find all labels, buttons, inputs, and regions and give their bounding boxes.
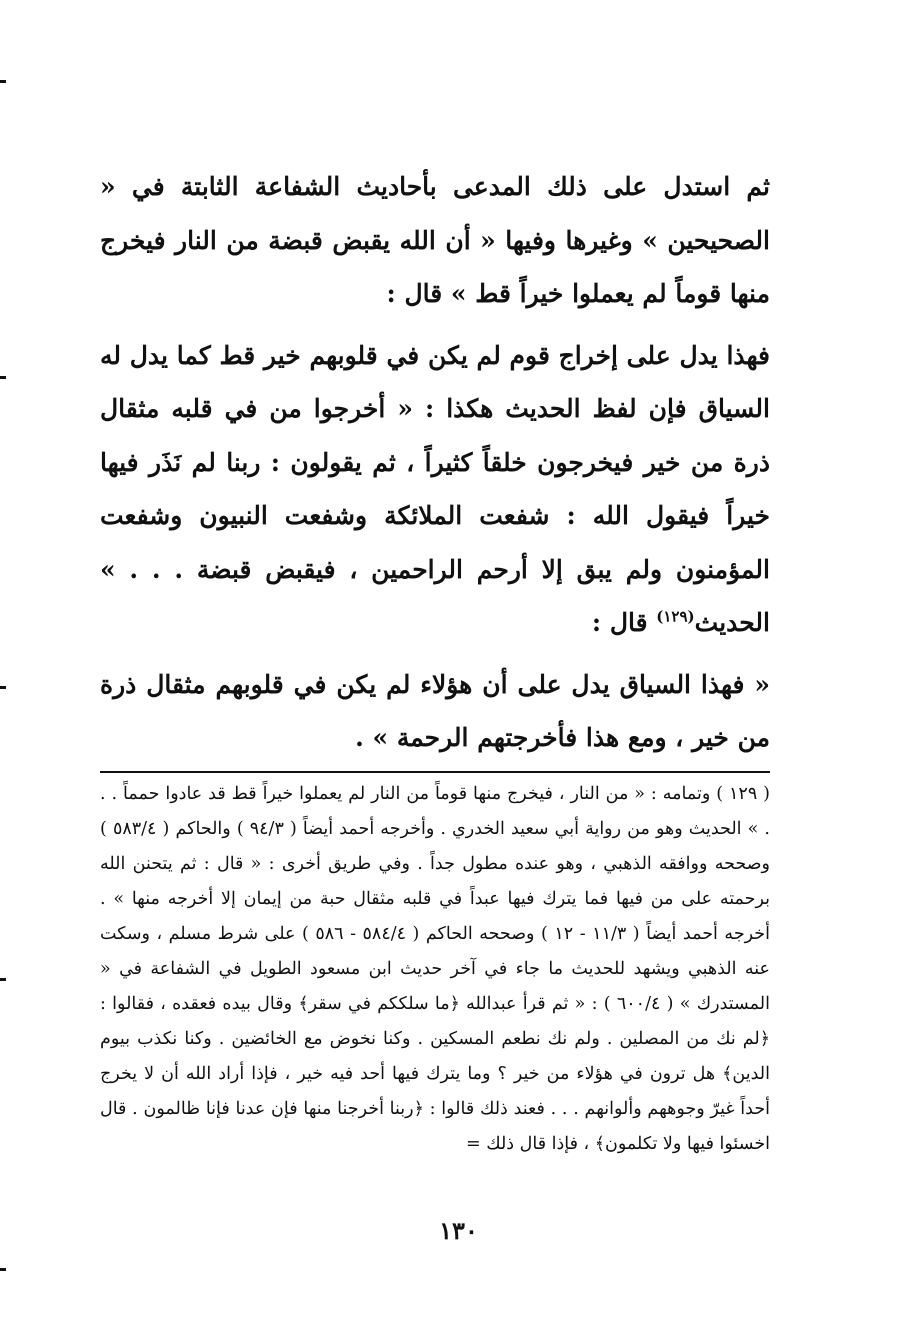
footnote-text: وتمامه : « من النار ، فيخرج منها قوماً من النار لم يعملوا خيراً قط قد عادوا حمماً . . . » الحديث وهو من رواية أبي سعيد الخدري . وأخرجه أحمد أيضاً ( ٩٤/٣ ) والحاكم ( ٥٨٣/٤ ) وصححه ووافقه الذهبي ، وهو عنده مطول جداً . وفي طريق أخرى : « قال : ثم يتحنن الله برحمته على من فيها فما يترك فيها عبداً في قلبه مثقال حبة من إيمان إلا أخرجه منها » . أخرجه أحمد أيضاً ( ١١/٣ - ١٢ ) وصححه الحاكم ( ٥٨٤/٤ - ٥٨٦ ) على شرط مسلم ، وسكت عنه الذهبي ويشهد للحديث ما جاء في آخر حديث ابن مسعود الطويل في الشفاعة في « المستدرك » ( ٦٠٠/٤ ) : « ثم قرأ عبدالله ﴿ما سلككم في سقر﴾ وقال بيده فعقده ، فقالوا : ﴿لم نك من المصلين . ولم نك نطعم المسكين . وكنا نخوض مع الخائضين . وكنا نكذب بيوم الدين﴾ هل ترون في هؤلاء من خير ؟ وما يترك فيها أحد فيه خير ، فإذا أراد الله أن لا يخرج أحداً غيرّ وجوههم وألوانهم . . . فعند ذلك قالوا : ﴿ربنا أخرجنا منها فإن عدنا فإنا ظالمون . قال اخسئوا فيها ولا تكلمون﴾ ، فإذا قال ذلك =: [100, 783, 770, 1154]
paragraph-1: ثم استدل على ذلك المدعى بأحاديث الشفاعة الثابتة في « الصحيحين » وغيرها وفيها « أن الله يقبض قبضة من النار فيخرج منها قوماً لم يعملوا خيراً قط » قال :: [100, 172, 770, 308]
edge-mark: [0, 1268, 6, 1271]
edge-mark: [0, 80, 6, 83]
footnote-number: ( ١٢٩ ): [716, 783, 771, 804]
paragraph-3: « فهذا السياق يدل على أن هؤلاء لم يكن في قلوبهم مثقال ذرة من خير ، ومع هذا فأخرجتهم الرحمة » .: [100, 669, 770, 752]
footnote-reference[interactable]: (١٢٩): [656, 607, 695, 626]
paragraph-2-tail: قال :: [591, 608, 657, 637]
main-text: [100, 160, 770, 765]
edge-mark: [0, 376, 6, 379]
paragraph-2: [100, 329, 770, 650]
footnote: [100, 777, 770, 1162]
edge-mark: [0, 686, 6, 689]
paragraph-2-text: فهذا يدل على إخراج قوم لم يكن في قلوبهم خير قط كما يدل له السياق فإن لفظ الحديث هكذا : « أخرجوا من في قلبه مثقال ذرة من خير فيخرجون خلقاً كثيراً ، ثم يقولون : ربنا لم نَذَر فيها خيراً فيقول الله : شفعت الملائكة وشفعت النبيون وشفعت المؤمنون ولم يبق إلا أرحم الراحمين ، فيقبض قبضة . . . » الحديث: [100, 340, 770, 637]
edge-mark: [0, 978, 6, 981]
page-content: [100, 160, 770, 1162]
footnote-separator: [100, 771, 770, 773]
page-number: ١٣٠: [439, 1216, 478, 1245]
